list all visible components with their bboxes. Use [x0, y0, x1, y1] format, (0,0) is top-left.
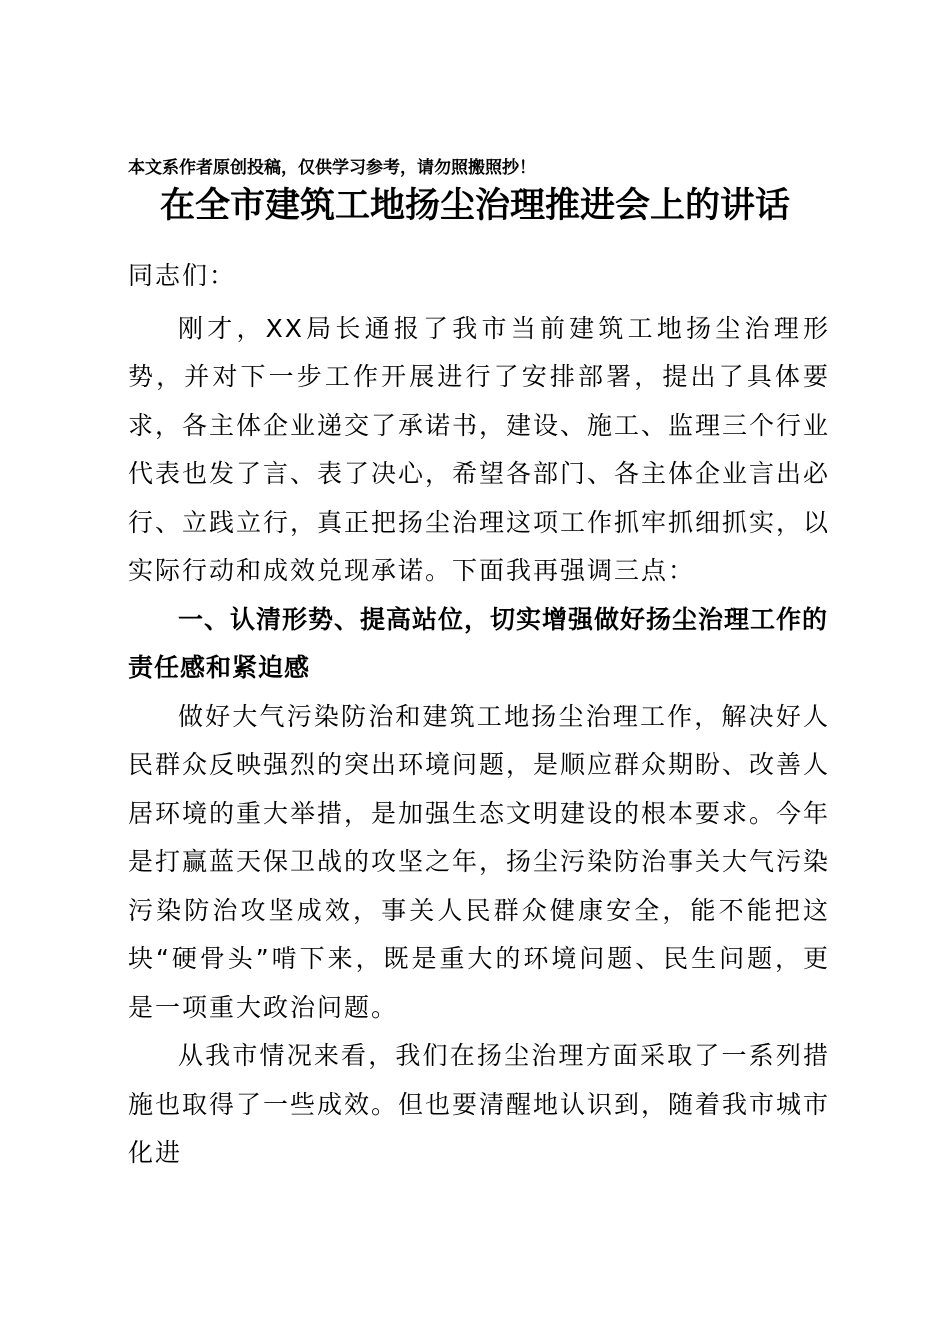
salutation: 同志们：: [128, 261, 237, 290]
body-paragraph: 做好大气污染防治和建筑工地扬尘治理工作，解决好人民群众反映强烈的突出环境问题，是顺应群众期盼、改善人居环境的重大举措，是加强生态文明建设的根本要求。今年是打赢蓝天保卫战的攻坚之年，扬尘污染防治事关大气污染污染防治攻坚成效，事关人民群众健康安全，能不能把这块“硬骨头”啃下来，既是重大的环境问题、民生问题，更是一项重大政治问题。: [128, 701, 831, 1022]
document-body: [128, 252, 830, 1178]
copyright-notice: 本文系作者原创投稿，仅供学习参考，请勿照搬照抄！: [128, 158, 536, 178]
section-heading: 一、认清形势、提高站位，切实增强做好扬尘治理工作的责任感和紧迫感: [128, 604, 829, 682]
document-title: 在全市建筑工地扬尘治理推进会上的讲话: [159, 185, 790, 226]
intro-paragraph: 刚才，XX局长通报了我市当前建筑工地扬尘治理形势，并对下一步工作开展进行了安排部署，提出了具体要求，各主体企业递交了承诺书，建设、施工、监理三个行业代表也发了言、表了决心，希望各部门、各主体企业言出必行、立践立行，真正把扬尘治理这项工作抓牢抓细抓实，以实际行动和成效兑现承诺。下面我再强调三点：: [128, 313, 831, 585]
body-paragraph: 从我市情况来看，我们在扬尘治理方面采取了一系列措施也取得了一些成效。但也要清醒地认识到，随着我市城市化进: [128, 1041, 831, 1167]
